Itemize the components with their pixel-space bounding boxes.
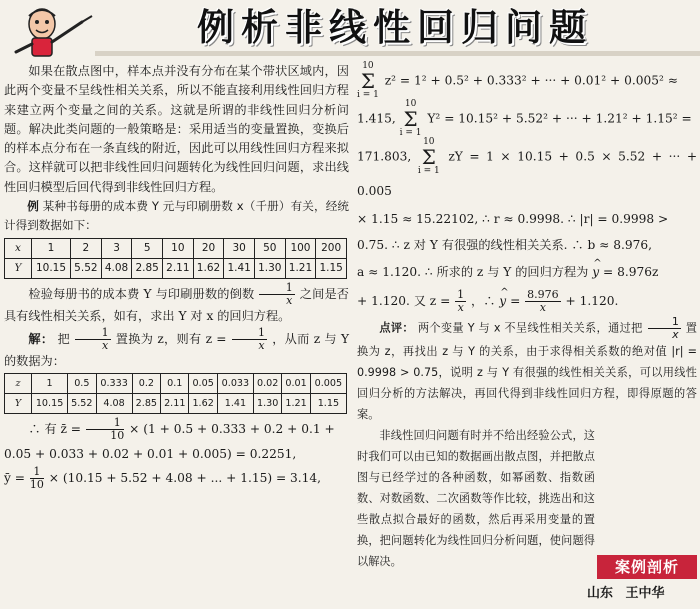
comment-label: 点评： xyxy=(379,321,414,335)
table-cell: 1.62 xyxy=(189,394,217,414)
fraction-1-over-x xyxy=(455,289,466,314)
fraction-numerator: 1 xyxy=(86,417,124,430)
comment-text-b: 置换为 z，再找出 z 与 Y 的关系，由于求得相关系数的绝对值 |r| = 0.9998 > 0.75，说明 z 与 Y 有很强的线性相关关系，可以用线性回归分析的方法解决，再回代得到非线性回归方程，即得原题的答案。 xyxy=(357,321,697,421)
question-text-b: 之间是否具有线性相关关系，如有，求出 Y 对 x 的回归方程。 xyxy=(4,287,349,324)
table-cell: z xyxy=(5,373,32,393)
sum-z-squared xyxy=(357,62,697,100)
table-row xyxy=(5,238,347,258)
table-cell: 0.5 xyxy=(68,373,96,393)
fraction-numerator: 1 xyxy=(457,288,465,301)
table-cell: 2 xyxy=(71,238,102,258)
calc-ybar-a: ȳ = xyxy=(4,471,25,486)
fraction-1-over-x xyxy=(75,327,110,352)
table-cell: 0.2 xyxy=(132,373,160,393)
header xyxy=(0,0,700,60)
table-cell: 5.52 xyxy=(68,394,96,414)
table-cell: 4.08 xyxy=(101,258,132,278)
table-cell: 3 xyxy=(101,238,132,258)
fraction-numerator: 1 xyxy=(232,327,267,340)
table-cell: 2.11 xyxy=(163,258,194,278)
sigma-lower: i = 1 xyxy=(399,128,422,138)
solution-text-c: ，从而 z 与 Y 的数据为： xyxy=(4,331,350,368)
author-region: 山东 xyxy=(587,586,614,601)
table-cell: 5.52 xyxy=(71,258,102,278)
table-cell: 0.02 xyxy=(253,373,281,393)
table-row xyxy=(5,258,347,278)
table-cell: 0.005 xyxy=(310,373,346,393)
table-cell: 0.1 xyxy=(161,373,189,393)
sum2-b: Y² = 10.15² + 5.52² + ··· + 1.21² + 1.15² = xyxy=(427,111,692,126)
table-cell: 1.21 xyxy=(285,258,316,278)
fraction-denominator: x xyxy=(539,301,547,314)
sigma-lower: i = 1 xyxy=(417,166,440,176)
sum3-b: zY = 1 × 10.15 + 0.5 × 5.52 + ··· + 0.005 xyxy=(357,149,698,198)
column-name: 案例剖析 xyxy=(597,555,697,579)
table-cell: 2.85 xyxy=(132,394,160,414)
sigma-upper: 10 xyxy=(362,61,374,71)
table-cell: 30 xyxy=(224,238,255,258)
fraction-numerator: 1 xyxy=(30,466,44,479)
table-cell: 1.41 xyxy=(217,394,253,414)
comment-paragraph xyxy=(357,316,697,425)
regression-line xyxy=(357,258,697,286)
table-row xyxy=(5,373,347,393)
fraction-denominator: x xyxy=(258,338,265,352)
table-cell: Y xyxy=(5,394,32,414)
fraction-denominator: x xyxy=(286,294,293,308)
calc-ybar xyxy=(4,466,349,491)
y-hat: ^ y xyxy=(499,286,506,316)
line7-c: = xyxy=(510,294,521,308)
title-divider xyxy=(95,51,700,56)
fraction-1-over-10 xyxy=(86,417,124,442)
solution-paragraph xyxy=(4,327,349,371)
line6-b: = 8.976z xyxy=(602,265,659,279)
mascot-icon xyxy=(2,2,98,58)
calc-zbar xyxy=(4,417,349,442)
table-cell: 1.15 xyxy=(316,258,347,278)
column-badge xyxy=(587,552,698,608)
example-label: 例 xyxy=(27,199,39,214)
example-paragraph xyxy=(4,197,349,236)
right-column xyxy=(357,62,697,572)
table-cell: 1.30 xyxy=(253,394,281,414)
solution-label: 解： xyxy=(28,331,54,346)
table-cell: x xyxy=(5,238,32,258)
page-title: 例析非线性回归问题 xyxy=(197,6,593,49)
table-cell: 100 xyxy=(285,238,316,258)
closing-paragraph: 非线性回归问题有时并不给出经验公式，这时我们可以由已知的数据画出散点图，并把散点图与已经学过的各种函数，如幂函数、指数函数、对数函数、二次函数等作比较，挑选出和这些散点拟合最好的函数，然后再采用变量的置换，把问题转化为线性回归分析问题，使问题得以解决。 xyxy=(357,429,595,568)
sigma-icon: 10 Σ i = 1 xyxy=(417,137,440,176)
comment-text-a: 两个变量 Y 与 x 不呈线性相关关系，通过把 xyxy=(417,321,643,335)
table-cell: 2.85 xyxy=(132,258,163,278)
fraction-numerator: 1 xyxy=(259,282,294,295)
table-cell: 0.333 xyxy=(96,373,132,393)
fraction-numerator: 1 xyxy=(75,327,110,340)
author-name: 王中华 xyxy=(625,586,665,601)
final-equation xyxy=(357,286,697,316)
fraction-1-over-x xyxy=(648,316,681,341)
table-cell: 4.08 xyxy=(96,394,132,414)
table-cell: 2.11 xyxy=(161,394,189,414)
line6-a: a ≈ 1.120. ∴ 所求的 z 与 Y 的回归方程为 xyxy=(357,265,589,279)
y-hat: ^ y xyxy=(592,258,599,286)
table-cell: 10.15 xyxy=(32,394,68,414)
fraction-8976-over-x xyxy=(525,289,561,314)
data-table-x xyxy=(4,238,347,280)
table-cell: 1.30 xyxy=(254,258,285,278)
sigma-lower: i = 1 xyxy=(357,90,379,100)
table-cell: 1.21 xyxy=(282,394,310,414)
calc-line-4: × 1.15 ≈ 15.22102, ∴ r ≈ 0.9998. ∴ |r| = 0.9998 > xyxy=(357,212,669,226)
table-cell: 1.62 xyxy=(193,258,224,278)
calc-zbar-b: × (1 + 0.5 + 0.333 + 0.2 + 0.1 + xyxy=(129,422,335,437)
table-cell: 1 xyxy=(32,373,68,393)
fraction-denominator: 10 xyxy=(110,429,125,443)
fraction-denominator: x xyxy=(101,338,109,352)
table-cell: 0.033 xyxy=(217,373,253,393)
fraction-denominator: x xyxy=(457,301,464,314)
line7-a: + 1.120. 又 z = xyxy=(357,294,451,308)
fraction-denominator: x xyxy=(672,328,679,341)
fraction-denominator: 10 xyxy=(29,478,44,492)
solution-text-a: 把 xyxy=(57,331,71,346)
table-cell: 20 xyxy=(193,238,224,258)
sum-y-squared xyxy=(357,100,697,138)
sigma-icon: 10 Σ i = 1 xyxy=(399,99,422,138)
fraction-1-over-x xyxy=(259,282,294,307)
fraction-numerator: 8.976 xyxy=(527,288,559,301)
table-row xyxy=(5,394,347,414)
fraction-1-over-x xyxy=(232,327,267,352)
question-text-a: 检验每册书的成本费 Y 与印刷册数的倒数 xyxy=(28,287,255,302)
table-cell: Y xyxy=(5,258,32,278)
calc-zbar-cont: 0.05 + 0.033 + 0.02 + 0.01 + 0.005) = 0.2251, xyxy=(4,447,297,462)
table-cell: 10 xyxy=(163,238,194,258)
line7-b: ，∴ xyxy=(471,294,496,308)
sum-zy xyxy=(357,138,697,206)
calc-ybar-b: × (10.15 + 5.52 + 4.08 + ... + 1.15) = 3.14, xyxy=(48,471,322,486)
table-cell: 1.15 xyxy=(310,394,346,414)
fraction-numerator: 1 xyxy=(648,316,681,329)
table-cell: 1 xyxy=(32,238,71,258)
sum3-a: 171.803, xyxy=(357,149,412,164)
example-text: 某种书每册的成本费 Y 元与印刷册数 x（千册）有关，经统计得到数据如下： xyxy=(4,199,349,233)
table-cell: 10.15 xyxy=(32,258,71,278)
question-paragraph xyxy=(4,282,349,326)
data-table-z xyxy=(4,373,347,415)
solution-text-b: 置换为 z，则有 z = xyxy=(115,331,227,346)
calc-line-5: 0.75. ∴ z 对 Y 有很强的线性相关关系. ∴ b ≈ 8.976, xyxy=(357,238,652,252)
calc-zbar-a: ∴ 有 z̄ = xyxy=(28,422,82,437)
table-cell: 200 xyxy=(316,238,347,258)
sigma-icon: 10 Σ i = 1 xyxy=(357,61,379,100)
table-cell: 0.01 xyxy=(282,373,310,393)
table-cell: 0.05 xyxy=(189,373,217,393)
intro-paragraph: 如果在散点图中，样本点并没有分布在某个带状区域内，因此两个变量不呈线性相关关系，所以不能直接利用线性回归方程来建立两个变量之间的关系。这就是所谓的非线性回归分析问题。解决此类问题的一般策略是：采用适当的变量置换，变换后的样本点分布在一条直线的附近，因此可以用线性回归方程来拟合。这样就可以把非线性回归问题转化为线性回归问题，求出线性回归模型后回代得到非线性回归方程。 xyxy=(4,64,349,194)
sum-z-text: z² = 1² + 0.5² + 0.333² + ··· + 0.01² + 0.005² ≈ xyxy=(384,73,679,88)
sigma-upper: 10 xyxy=(404,99,417,109)
table-cell: 1.41 xyxy=(224,258,255,278)
table-cell: 50 xyxy=(254,238,285,258)
left-column xyxy=(4,62,349,491)
line7-d: + 1.120. xyxy=(565,294,619,308)
table-cell: 5 xyxy=(132,238,163,258)
author-line xyxy=(587,582,698,606)
sigma-upper: 10 xyxy=(423,137,435,147)
fraction-1-over-10 xyxy=(30,466,44,491)
sum2-a: 1.415, xyxy=(357,111,396,126)
